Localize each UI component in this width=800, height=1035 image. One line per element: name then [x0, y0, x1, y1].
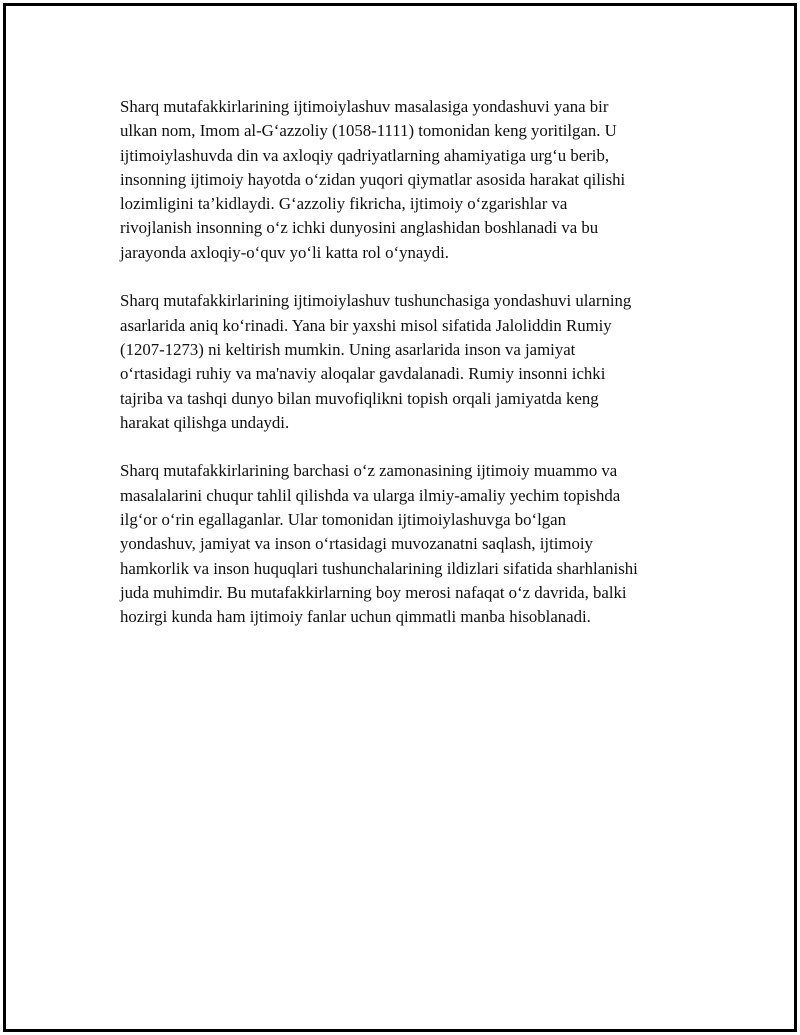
document-body — [120, 95, 692, 630]
paragraph-3: Sharq mutafakkirlarining barchasi o‘z zamonasining ijtimoiy muammo va masalalarini chuqur tahlil qilishda va ularga ilmiy-amaliy yechim topishda ilg‘or o‘rin egallaganlar. Ular tomonidan ijtimoiylashuvga bo‘lgan yondashuv, jamiyat va inson o‘rtasidagi muvozanatni saqlash, ijtimoiy hamkorlik va inson huquqlari tushunchalarining ildizlari sifatida sharhlanishi juda muhimdir. Bu mutafakkirlarning boy merosi nafaqat o‘z davrida, balki hozirgi kunda ham ijtimoiy fanlar uchun qimmatli manba hisoblanadi. — [120, 461, 638, 627]
paragraph-1: Sharq mutafakkirlarining ijtimoiylashuv masalasiga yondashuvi yana bir ulkan nom, Imom al-G‘azzoliy (1058-1111) tomonidan keng yoritilgan. U ijtimoiylashuvda din va axloqiy qadriyatlarning ahamiyatiga urg‘u berib, insonning ijtimoiy hayotda o‘zidan yuqori qiymatlar asosida harakat qilishi lozimligini ta’kidlaydi. G‘azzoliy fikricha, ijtimoiy o‘zgarishlar va rivojlanish insonning o‘z ichki dunyosini anglashidan boshlanadi va bu jarayonda axloqiy-o‘quv yo‘li katta rol o‘ynaydi. — [120, 97, 626, 262]
document-page — [3, 3, 797, 1032]
paragraph-2: Sharq mutafakkirlarining ijtimoiylashuv tushunchasiga yondashuvi ularning asarlarida aniq ko‘rinadi. Yana bir yaxshi misol sifatida Jaloliddin Rumiy (1207-1273) ni keltirish mumkin. Uning asarlarida inson va jamiyat o‘rtasidagi ruhiy va ma'naviy aloqalar gavdalanadi. Rumiy insonni ichki tajriba va tashqi dunyo bilan muvofiqlikni topish orqali jamiyatda keng harakat qilishga undaydi. — [120, 291, 632, 432]
